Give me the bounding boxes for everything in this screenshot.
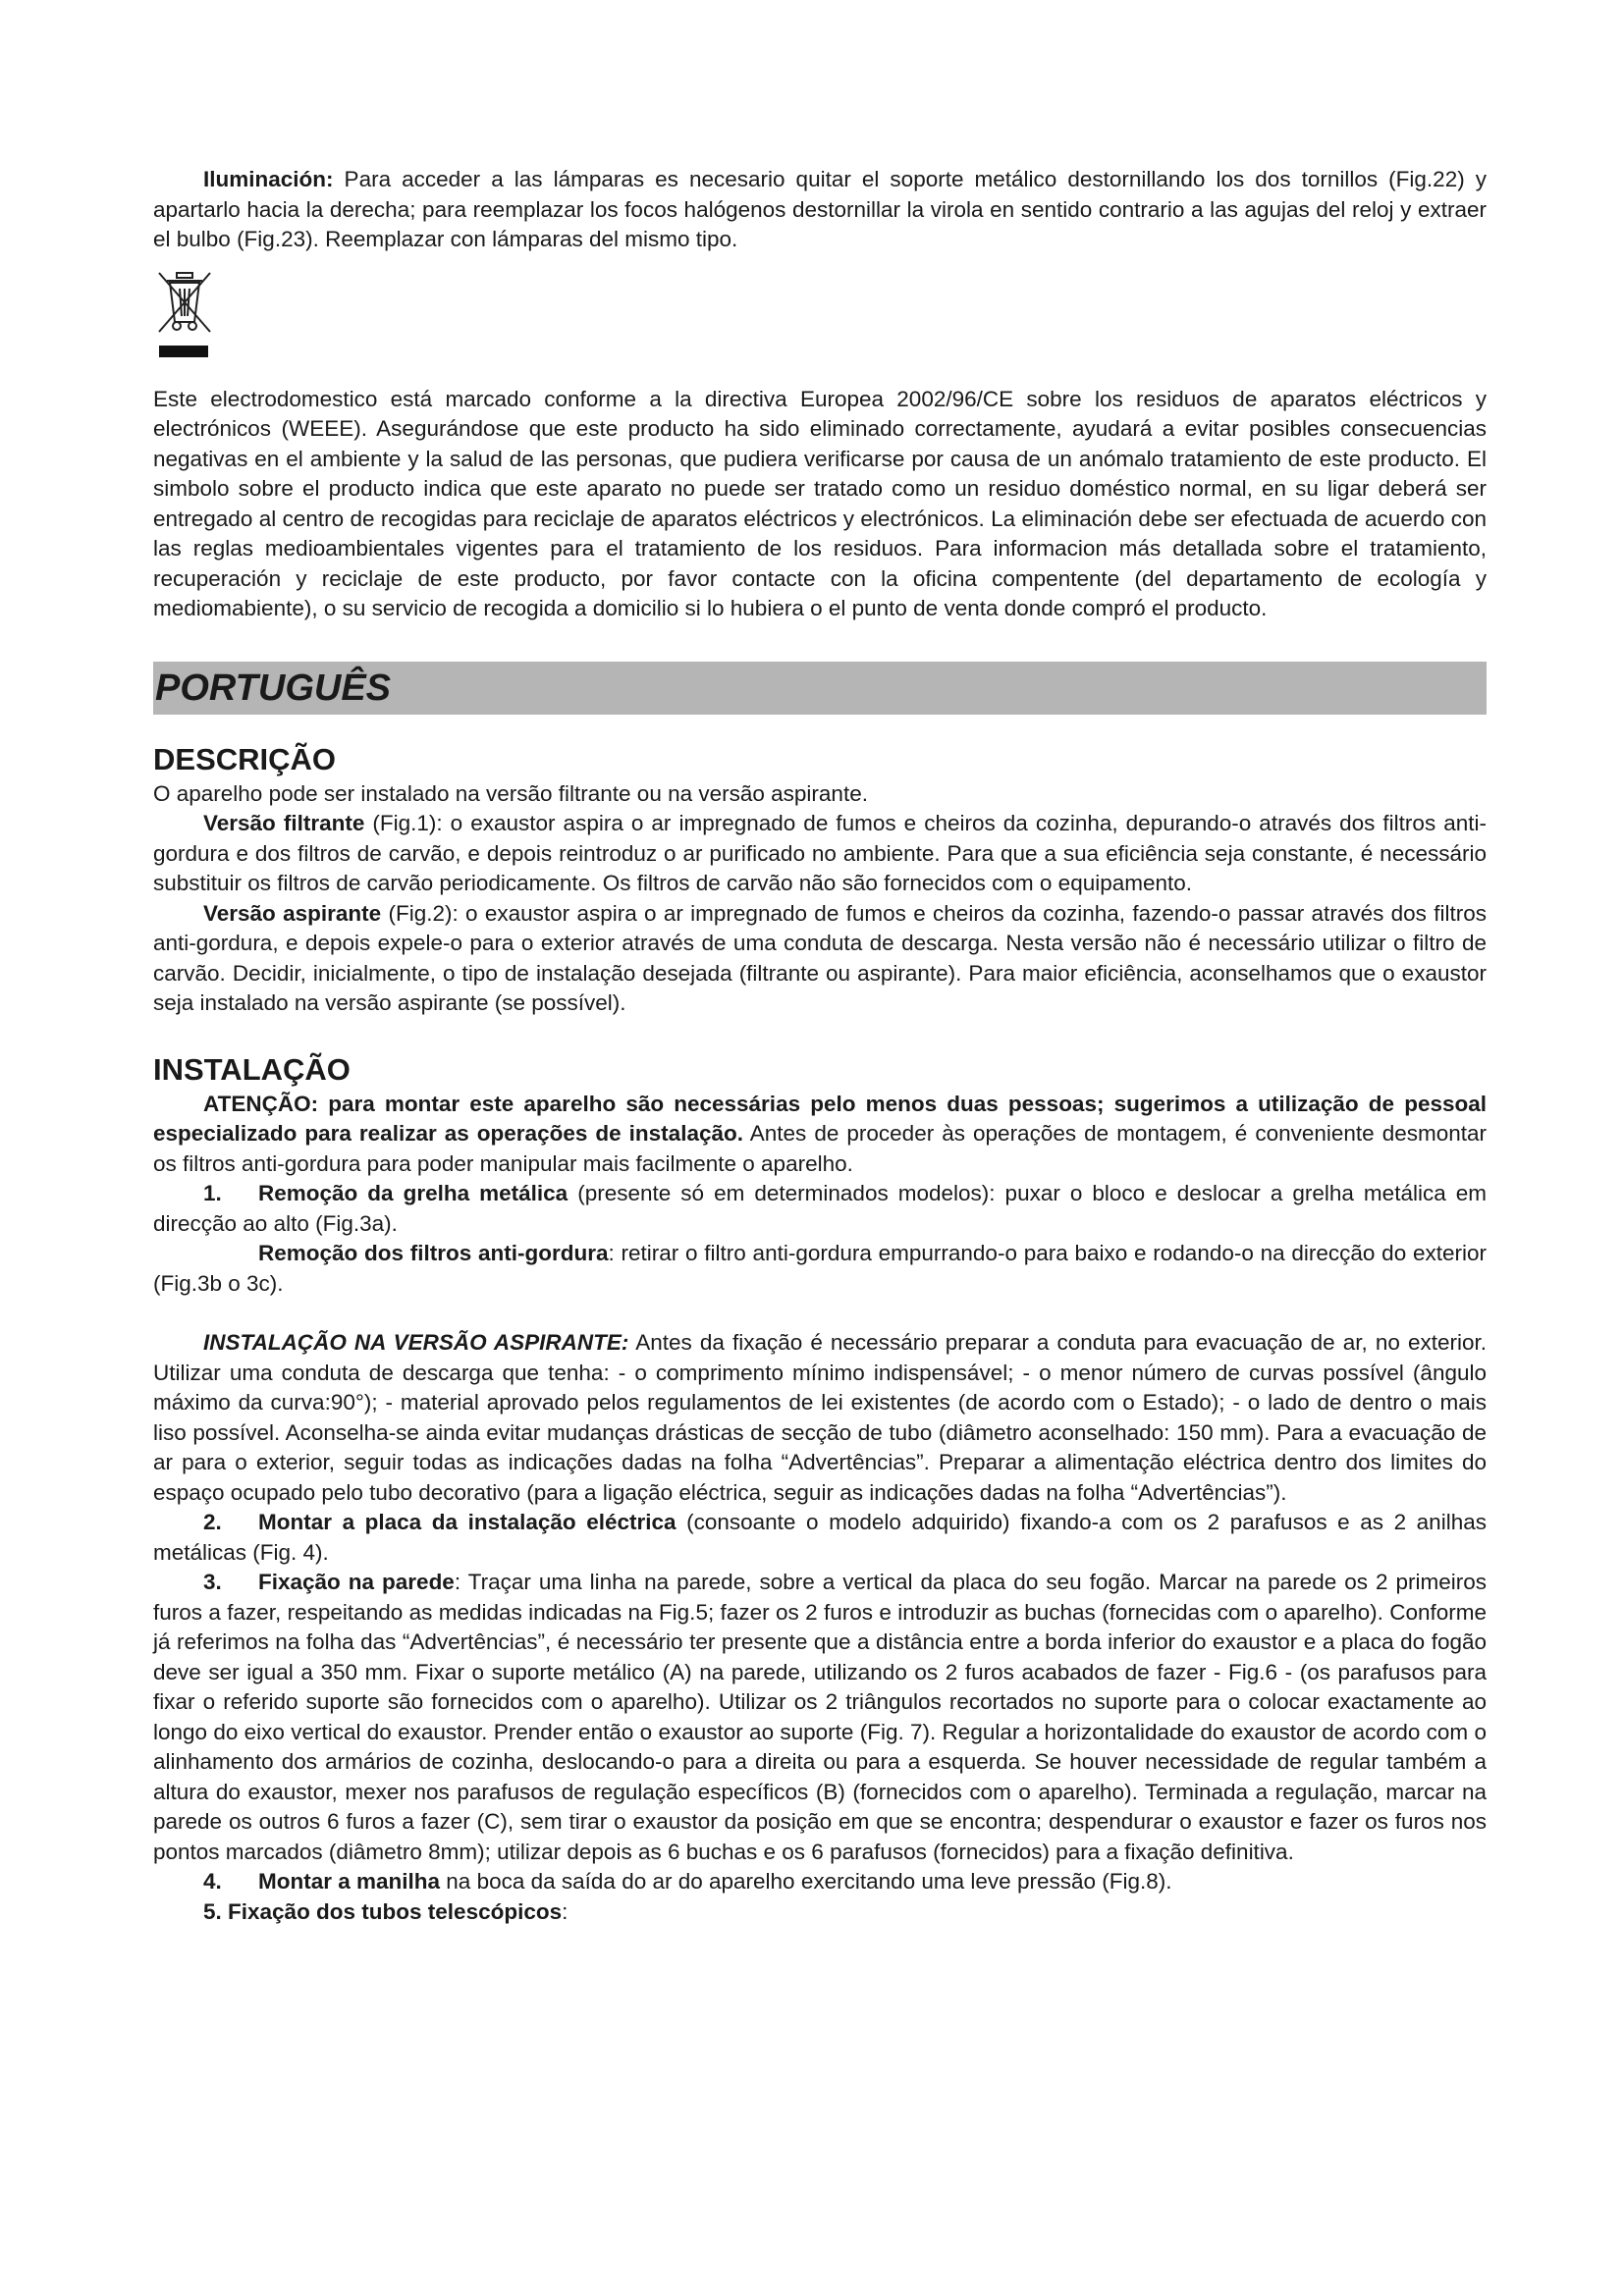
instalacao-aspirante-text: Antes da fixação é necessário preparar a conduta para evacuação de ar, no exterior. Utilizar uma conduta de descarga que tenha: - o comprimento mínimo indispensável; - o menor número de curvas possível (ângulo máximo da curva:90°); - material aprovado pelos regulamentos de lei existentes (de acordo com o Estado); - o lado de dentro o mais liso possível. Aconselha-se ainda evitar mudanças drásticas de secção de tubo (diâmetro aconselhado: 150 mm). Para a evacuação de ar para o exterior, seguir todas as indicações dadas na folha “Advertências”. Preparar a alimentação eléctrica dentro dos limites do espaço ocupado pelo tubo decorativo (para a ligação eléctrica, seguir as indicações dadas na folha “Advertências”).	[153, 1330, 1487, 1505]
descricao-intro: O aparelho pode ser instalado na versão filtrante ou na versão aspirante.	[153, 780, 868, 806]
section-bar-portugues	[153, 662, 1487, 715]
step-2-label: Montar a placa da instalação eléctrica	[258, 1510, 677, 1534]
step-1-label: Remoção da grelha metálica	[258, 1181, 568, 1205]
step-4-label: Montar a manilha	[258, 1869, 441, 1894]
versao-aspirante-paragraph	[153, 899, 1487, 1019]
step-2-number: 2.	[203, 1510, 222, 1534]
step-3-paragraph	[153, 1568, 1487, 1867]
step-4-number: 4.	[203, 1869, 222, 1894]
step-4-paragraph	[153, 1867, 1487, 1897]
step-2-paragraph	[153, 1508, 1487, 1568]
step-3-text: : Traçar uma linha na parede, sobre a vertical da placa do seu fogão. Marcar na parede os 2 primeiros furos a fazer, respeitando as medidas indicadas na Fig.5; fazer os 2 furos e introduzir as buchas (fornecidas com o aparelho). Conforme já referimos na folha das “Advertências”, é necessário ter presente que a distância entre a borda inferior do exaustor e a placa do fogão deve ser igual a 350 mm. Fixar o suporte metálico (A) na parede, utilizando os 2 furos acabados de fazer - Fig.6 - (os parafusos para fixar o referido suporte são fornecidos com o aparelho). Utilizar os 2 triângulos recortados no suporte para o colocar exactamente ao longo do eixo vertical do exaustor. Prender então o exaustor ao suporte (Fig. 7). Regular a horizontalidade do exaustor de acordo com o alinhamento dos armários de cozinha, deslocando-o para a direita ou para a esquerda. Se houver necessidade de regular também a altura do exaustor, mexer nos parafusos de regulação específicos (B) (fornecidos com o aparelho). Terminada a regulação, marcar na parede os outros 6 furos a fazer (C), sem tirar o exaustor da posição em que se encontra; despendurar o exaustor e fazer os furos nos pontos marcados (diâmetro 8mm); utilizar depois as 6 buchas e os 6 parafusos (fornecidos) para a fixação definitiva.	[153, 1570, 1487, 1864]
step-1b-label: Remoção dos filtros anti-gordura	[258, 1241, 609, 1265]
step-3-label: Fixação na parede	[258, 1570, 455, 1594]
instalacao-aspirante-label: INSTALAÇÃO NA VERSÃO ASPIRANTE:	[203, 1330, 629, 1355]
document-page	[153, 165, 1487, 1927]
step-1-number: 1.	[203, 1181, 222, 1205]
atencao-paragraph	[153, 1090, 1487, 1180]
instalacao-aspirante-paragraph	[153, 1328, 1487, 1508]
atencao-text: Antes de proceder às operações de montagem, é conveniente desmontar os filtros anti-gordura para poder manipular mais facilmente o aparelho.	[153, 1121, 1488, 1176]
step-5-label: 5. Fixação dos tubos telescópicos	[203, 1898, 563, 1924]
es-iluminacion-label: Iluminación:	[203, 167, 334, 191]
step-3-number: 3.	[203, 1570, 222, 1594]
step-2-text: (consoante o modelo adquirido) fixando-a com os 2 parafusos e as 2 anilhas metálicas (Fig. 4).	[153, 1510, 1487, 1565]
section-title: PORTUGUÊS	[155, 667, 392, 709]
heading-instalacao: INSTALAÇÃO	[153, 1051, 351, 1087]
es-weee-paragraph: Este electrodomestico está marcado conforme a la directiva Europea 2002/96/CE sobre los residuos de aparatos eléctricos y electrónicos (WEEE). Asegurándose que este producto ha sido eliminado correctamente, ayudará a evitar posibles consecuencias negativas en el ambiente y la salud de las personas, que pudiera verificarse por causa de un anómalo tratamiento de este producto. El simbolo sobre el producto indica que este aparato no puede ser tratado como un residuo doméstico normal, en su ligar deberá ser entregado al centro de recogidas para reciclaje de aparatos eléctricos y electrónicos. La eliminación debe ser efectuada de acuerdo con las reglas medioambientales vigentes para el tratamiento de los residuos. Para informacion más detallada sobre el tratamiento, recuperación y reciclaje de este producto, por favor contacte con la oficina compentente (del departamento de ecología y mediomabiente), o su servicio de recogida a domicilio si lo hubiera o el punto de venta donde compró el producto.	[153, 386, 1487, 620]
step-5-text: :	[562, 1898, 568, 1924]
heading-descricao: DESCRIÇÃO	[153, 741, 337, 776]
step-4-text: na boca da saída do ar do aparelho exercitando uma leve pressão (Fig.8).	[440, 1869, 1172, 1894]
step-1b-text: : retirar o filtro anti-gordura empurrando-o para baixo e rodando-o na direcção do exterior (Fig.3b o 3c).	[153, 1241, 1487, 1296]
step-1-paragraph	[153, 1179, 1487, 1239]
weee-crossed-bin-icon	[155, 271, 214, 363]
versao-filtrante-text: (Fig.1): o exaustor aspira o ar impregnado de fumos e cheiros da cozinha, depurando-o através dos filtros anti-gordura e dos filtros de carvão, e depois reintroduz o ar purificado no ambiente. Para que a sua eficiência seja constante, é necessário substituir os filtros de carvão periodicamente. Os filtros de carvão não são fornecidos com o equipamento.	[153, 811, 1487, 895]
atencao-label: ATENÇÃO: para montar este aparelho são necessárias pelo menos duas pessoas; sugerimos a utilização de pessoal especializado para realizar as operações de instalação.	[153, 1091, 1487, 1146]
versao-filtrante-paragraph	[153, 809, 1487, 899]
step-1-text: (presente só em determinados modelos): puxar o bloco e deslocar a grelha metálica em direcção ao alto (Fig.3a).	[153, 1181, 1487, 1236]
versao-aspirante-label: Versão aspirante	[203, 900, 382, 926]
es-iluminacion-text: Para acceder a las lámparas es necesario quitar el soporte metálico destornillando los dos tornillos (Fig.22) y apartarlo hacia la derecha; para reemplazar los focos halógenos destornillar la virola en sentido contrario a las agujas del reloj y extraer el bulbo (Fig.23). Reemplazar con lámparas del mismo tipo.	[153, 167, 1487, 251]
es-iluminacion-paragraph	[153, 165, 1487, 255]
step-5-paragraph	[153, 1897, 1487, 1928]
step-1b-paragraph	[153, 1239, 1487, 1299]
versao-filtrante-label: Versão filtrante	[203, 811, 365, 835]
versao-aspirante-text: (Fig.2): o exaustor aspira o ar impregnado de fumos e cheiros da cozinha, fazendo-o passar através dos filtros anti-gordura, e depois expele-o para o exterior através de uma conduta de descarga. Nesta versão não é necessário utilizar o filtro de carvão. Decidir, inicialmente, o tipo de instalação desejada (filtrante ou aspirante). Para maior eficiência, aconselhamos que o exaustor seja instalado na versão aspirante (se possível).	[153, 900, 1487, 1015]
